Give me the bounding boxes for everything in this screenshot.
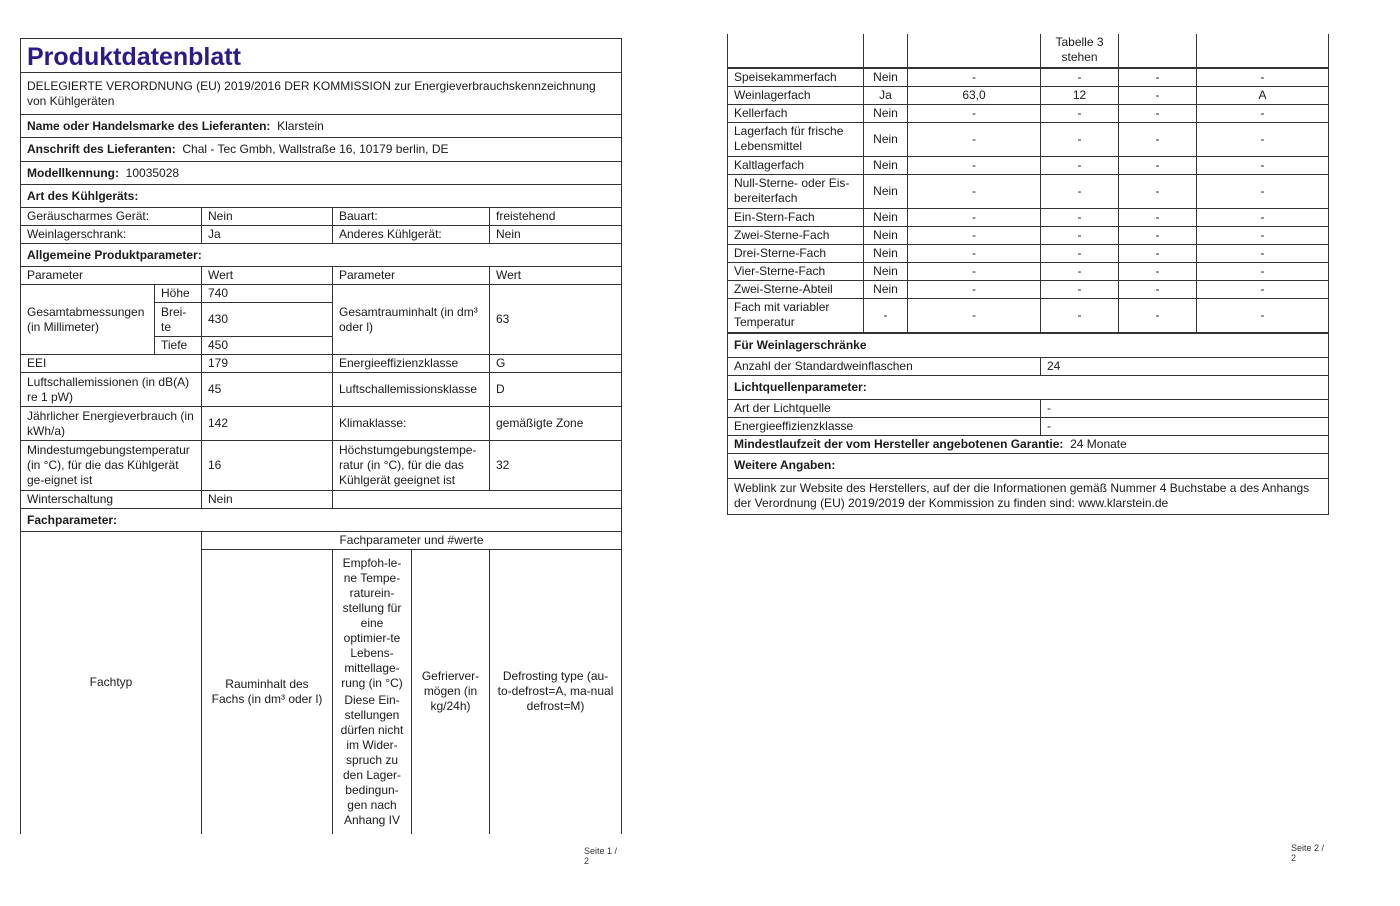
- row-vorhanden: Ja: [864, 86, 908, 104]
- row-vorhanden: Nein: [864, 174, 908, 208]
- row-fachtyp: Speisekammerfach: [728, 68, 864, 86]
- row-freezing: -: [1119, 156, 1197, 174]
- header-param: Parameter: [333, 267, 490, 285]
- row-vorhanden: Nein: [864, 122, 908, 156]
- row-vorhanden: Nein: [864, 226, 908, 244]
- row-freezing: -: [1119, 298, 1197, 332]
- light-type-row: [728, 399, 1329, 417]
- row-vorhanden: Nein: [864, 244, 908, 262]
- row-defrost: -: [1197, 208, 1329, 226]
- param-value: 179: [202, 355, 333, 373]
- param-label: Jährlicher Energieverbrauch (in kWh/a): [21, 407, 202, 441]
- row-freezing: -: [1119, 226, 1197, 244]
- compartment-row: [728, 86, 1329, 104]
- row-temperature: -: [1041, 208, 1119, 226]
- more-text: Weblink zur Website des Herstellers, auf der die Informationen gemäß Nummer 4 Buchstabe a des Anhangs der Verordnung (EU) 2019/2019 der Kommission zu finden sind: www.klarstein.de: [728, 478, 1329, 514]
- row-volume: -: [908, 122, 1041, 156]
- row-temperature: -: [1041, 68, 1119, 86]
- wine-bottles-row: [728, 357, 1329, 375]
- row-volume: -: [908, 156, 1041, 174]
- param-value: gemäßigte Zone: [490, 407, 622, 441]
- row-volume: -: [908, 244, 1041, 262]
- compartment-rows: [728, 68, 1329, 332]
- light-class-row: [728, 417, 1329, 435]
- row-volume: -: [908, 174, 1041, 208]
- dim-label: Tiefe: [155, 337, 202, 355]
- row-temperature: 12: [1041, 86, 1119, 104]
- light-class-label: Energieeffizienzklasse: [728, 417, 1041, 435]
- warranty-value: 24 Monate: [1070, 436, 1127, 451]
- param-value: G: [490, 355, 622, 373]
- param-label: Mindestumgebungstemperatur (in °C), für die das Kühlgerät ge-eignet ist: [21, 441, 202, 491]
- empty-cell: [728, 34, 864, 67]
- row-defrost: -: [1197, 262, 1329, 280]
- general-header-row: [21, 267, 622, 285]
- row-defrost: -: [1197, 156, 1329, 174]
- compartment-row: [728, 156, 1329, 174]
- datasheet-table-2: [727, 34, 1329, 68]
- dims-label: Gesamtabmessungen (in Millimeter): [21, 285, 155, 355]
- row-volume: -: [908, 280, 1041, 298]
- row-vorhanden: Nein: [864, 208, 908, 226]
- empty-cell: [1119, 34, 1197, 67]
- row-fachtyp: Lagerfach für frische Lebensmittel: [728, 122, 864, 156]
- supplier-row: [21, 115, 622, 138]
- volume-label: Gesamtrauminhalt (in dm³ oder l): [333, 285, 490, 355]
- general-heading: Allgemeine Produktparameter:: [21, 244, 622, 267]
- type-row: [21, 226, 622, 244]
- supplier-label: Name oder Handelsmarke des Lieferanten:: [27, 118, 271, 133]
- compartment-heading: Fachparameter:: [21, 509, 622, 532]
- row-fachtyp: Weinlagerfach: [728, 86, 864, 104]
- compartment-row: [728, 174, 1329, 208]
- extra-info-table: [727, 333, 1329, 515]
- comp-group-header: Fachparameter und #werte: [202, 532, 622, 550]
- row-defrost: -: [1197, 298, 1329, 332]
- col-volume: Rauminhalt des Fachs (in dm³ oder l): [202, 550, 333, 834]
- dims-row: [21, 285, 622, 303]
- compartment-row: [728, 68, 1329, 86]
- row-vorhanden: Nein: [864, 68, 908, 86]
- datasheet-table-1: [20, 38, 622, 834]
- col-temperature-note: Diese Ein-stellungen dürfen nicht im Wider-spruch zu den Lager-bedingun-gen nach Anhang IV: [340, 692, 404, 827]
- compartment-row: [728, 226, 1329, 244]
- dim-value: 450: [202, 337, 333, 355]
- row-vorhanden: Nein: [864, 280, 908, 298]
- page-footer: Seite 1 / 2: [584, 846, 618, 866]
- row-temperature: -: [1041, 104, 1119, 122]
- param-label: Energieeffizienzklasse: [333, 355, 490, 373]
- row-fachtyp: Fach mit variabler Temperatur: [728, 298, 864, 332]
- row-fachtyp: Kaltlagerfach: [728, 156, 864, 174]
- row-volume: -: [908, 226, 1041, 244]
- row-freezing: -: [1119, 104, 1197, 122]
- compartment-row: [728, 104, 1329, 122]
- wine-bottles-label: Anzahl der Standardweinflaschen: [728, 357, 1041, 375]
- page-footer: Seite 2 / 2: [1291, 843, 1325, 863]
- more-heading: Weitere Angaben:: [728, 453, 1329, 478]
- row-defrost: A: [1197, 86, 1329, 104]
- row-defrost: -: [1197, 68, 1329, 86]
- empty-cell: [333, 491, 622, 509]
- row-volume: -: [908, 68, 1041, 86]
- model-label: Modellkennung:: [27, 165, 119, 180]
- type-value: Nein: [490, 226, 622, 244]
- warranty-label: Mindestlaufzeit der vom Hersteller angebotenen Garantie:: [734, 436, 1064, 451]
- row-fachtyp: Kellerfach: [728, 104, 864, 122]
- row-fachtyp: Zwei-Sterne-Fach: [728, 226, 864, 244]
- row-vorhanden: Nein: [864, 156, 908, 174]
- compartment-row: [728, 244, 1329, 262]
- row-fachtyp: Vier-Sterne-Fach: [728, 262, 864, 280]
- wine-heading: Für Weinlagerschränke: [728, 333, 1329, 357]
- row-fachtyp: Drei-Sterne-Fach: [728, 244, 864, 262]
- continuation-header: Tabelle 3 stehen: [1041, 34, 1119, 67]
- row-volume: -: [908, 262, 1041, 280]
- row-volume: -: [908, 208, 1041, 226]
- light-type-value: -: [1041, 399, 1329, 417]
- row-volume: -: [908, 298, 1041, 332]
- compartment-row: [728, 122, 1329, 156]
- row-freezing: -: [1119, 174, 1197, 208]
- winter-row: [21, 491, 622, 509]
- row-freezing: -: [1119, 208, 1197, 226]
- param-value: 45: [202, 373, 333, 407]
- type-label: Bauart:: [333, 208, 490, 226]
- empty-cell: [1197, 34, 1329, 67]
- row-defrost: -: [1197, 244, 1329, 262]
- row-fachtyp: Ein-Stern-Fach: [728, 208, 864, 226]
- row-temperature: -: [1041, 122, 1119, 156]
- param-value: 16: [202, 441, 333, 491]
- light-class-value: -: [1041, 417, 1329, 435]
- regulation-text: DELEGIERTE VERORDNUNG (EU) 2019/2016 DER KOMMISSION zur Energieverbrauchskennzeichnung von Kühlgeräten: [21, 73, 622, 115]
- row-freezing: -: [1119, 280, 1197, 298]
- param-label: Luftschallemissionen (in dB(A) re 1 pW): [21, 373, 202, 407]
- row-vorhanden: -: [864, 298, 908, 332]
- row-temperature: -: [1041, 156, 1119, 174]
- dim-label: Höhe: [155, 285, 202, 303]
- compartment-table: [727, 68, 1329, 333]
- header-value: Wert: [490, 267, 622, 285]
- type-label: Anderes Kühlgerät:: [333, 226, 490, 244]
- row-temperature: -: [1041, 262, 1119, 280]
- col-temperature: [333, 550, 412, 834]
- datasheet-page-1: [20, 0, 621, 866]
- compartment-row: [728, 208, 1329, 226]
- param-label: Klimaklasse:: [333, 407, 490, 441]
- param-row: [21, 407, 622, 441]
- row-freezing: -: [1119, 262, 1197, 280]
- winter-value: Nein: [202, 491, 333, 509]
- header-param: Parameter: [21, 267, 202, 285]
- row-temperature: -: [1041, 298, 1119, 332]
- param-row: [21, 441, 622, 491]
- volume-value: 63: [490, 285, 622, 355]
- warranty-row: [728, 435, 1329, 453]
- type-value: Ja: [202, 226, 333, 244]
- wine-bottles-value: 24: [1041, 357, 1329, 375]
- type-label: Geräuscharmes Gerät:: [21, 208, 202, 226]
- dim-value: 430: [202, 303, 333, 337]
- address-value: Chal - Tec Gmbh, Wallstraße 16, 10179 berlin, DE: [182, 142, 449, 156]
- address-row: [21, 138, 622, 162]
- compartment-row: [728, 262, 1329, 280]
- param-value: 142: [202, 407, 333, 441]
- compartment-group-row: [21, 532, 622, 550]
- dim-value: 740: [202, 285, 333, 303]
- row-temperature: -: [1041, 244, 1119, 262]
- row-defrost: -: [1197, 280, 1329, 298]
- row-fachtyp: Null-Sterne- oder Eis-bereiterfach: [728, 174, 864, 208]
- type-label: Weinlagerschrank:: [21, 226, 202, 244]
- param-row: [21, 355, 622, 373]
- winter-label: Winterschaltung: [21, 491, 202, 509]
- col-fachtyp: Fachtyp: [21, 532, 202, 834]
- row-freezing: -: [1119, 86, 1197, 104]
- row-temperature: -: [1041, 174, 1119, 208]
- empty-cell: [908, 34, 1041, 67]
- model-row: [21, 162, 622, 185]
- datasheet-page-2: [727, 0, 1328, 863]
- light-type-label: Art der Lichtquelle: [728, 399, 1041, 417]
- param-value: 32: [490, 441, 622, 491]
- supplier-value: Klarstein: [277, 118, 324, 133]
- col-defrost: Defrosting type (au-to-defrost=A, ma-nual defrost=M): [490, 550, 622, 834]
- row-vorhanden: Nein: [864, 262, 908, 280]
- model-value: 10035028: [125, 165, 180, 180]
- row-defrost: -: [1197, 174, 1329, 208]
- type-heading: Art des Kühlgeräts:: [21, 185, 622, 208]
- col-freezing: Gefrierver-mögen (in kg/24h): [412, 550, 490, 834]
- row-volume: -: [908, 104, 1041, 122]
- param-label: Höchstumgebungstempe-ratur (in °C), für die das Kühlgerät geeignet ist: [333, 441, 490, 491]
- row-defrost: -: [1197, 122, 1329, 156]
- row-temperature: -: [1041, 280, 1119, 298]
- param-row: [21, 373, 622, 407]
- type-row: [21, 208, 622, 226]
- param-label: Luftschallemissionsklasse: [333, 373, 490, 407]
- compartment-row: [728, 298, 1329, 332]
- row-vorhanden: Nein: [864, 104, 908, 122]
- dim-label: Brei-te: [155, 303, 202, 337]
- col-temperature-text: Empfoh-le-ne Tempe-raturein-stellung für eine optimier-te Lebens-mittellage-rung (in °C): [341, 555, 403, 690]
- empty-cell: [864, 34, 908, 67]
- row-freezing: -: [1119, 68, 1197, 86]
- param-label: EEI: [21, 355, 202, 373]
- compartment-row: [728, 280, 1329, 298]
- type-value: freistehend: [490, 208, 622, 226]
- row-fachtyp: Zwei-Sterne-Abteil: [728, 280, 864, 298]
- light-heading: Lichtquellenparameter:: [728, 375, 1329, 399]
- row-temperature: -: [1041, 226, 1119, 244]
- type-value: Nein: [202, 208, 333, 226]
- continuation-header-row: [728, 34, 1329, 67]
- row-freezing: -: [1119, 122, 1197, 156]
- page-title: Produktdatenblatt: [21, 39, 622, 73]
- param-value: D: [490, 373, 622, 407]
- row-defrost: -: [1197, 104, 1329, 122]
- row-freezing: -: [1119, 244, 1197, 262]
- header-value: Wert: [202, 267, 333, 285]
- row-defrost: -: [1197, 226, 1329, 244]
- row-volume: 63,0: [908, 86, 1041, 104]
- address-label: Anschrift des Lieferanten:: [27, 142, 176, 156]
